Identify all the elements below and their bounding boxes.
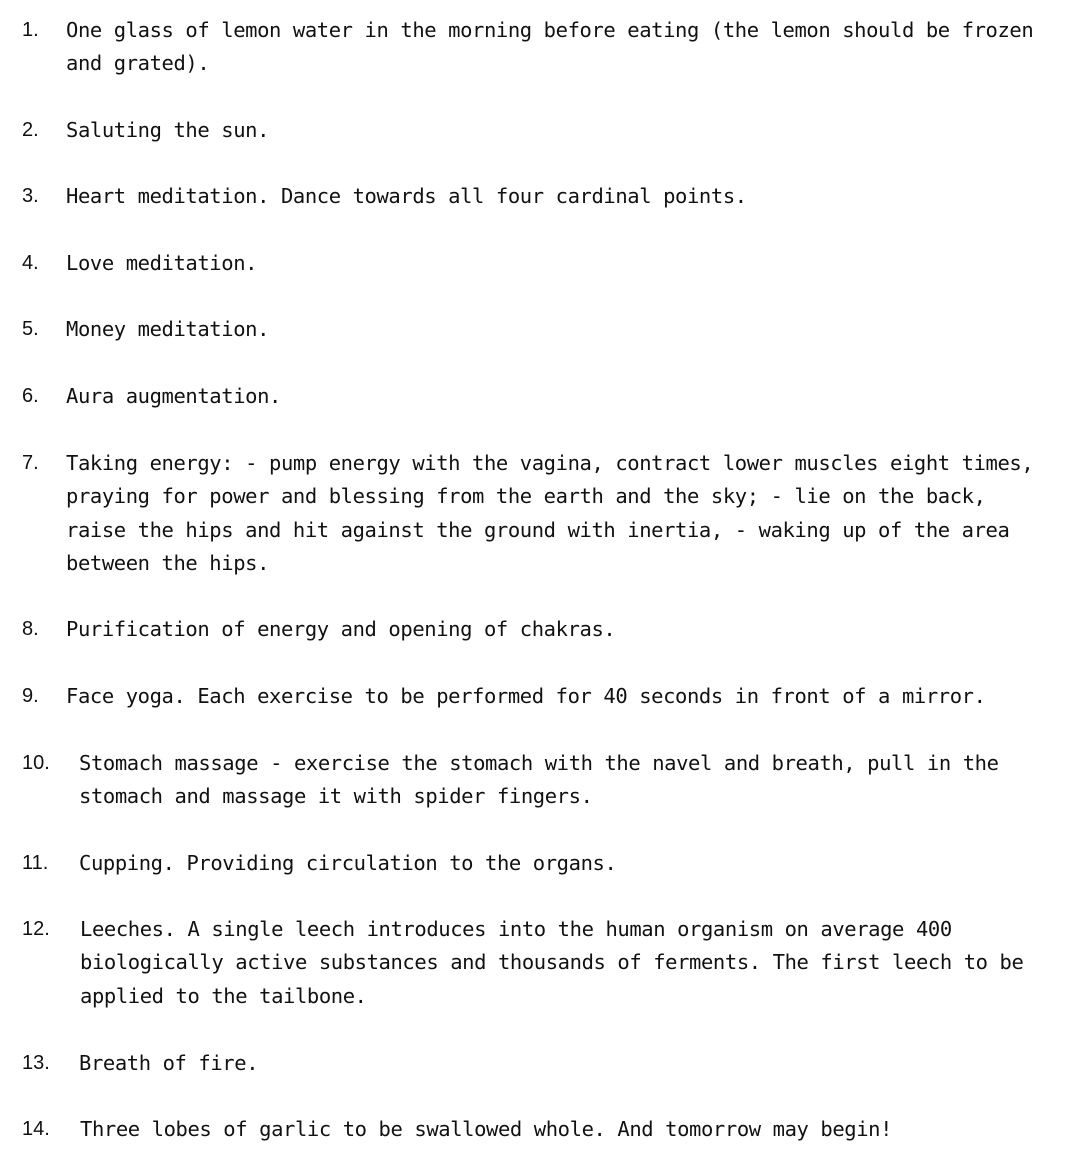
item-text: Purification of energy and opening of chakras.: [66, 617, 616, 641]
item-number: 14.: [22, 1118, 50, 1140]
item-text: Heart meditation. Dance towards all four cardinal points.: [66, 184, 747, 208]
item-number: 8.: [22, 618, 39, 640]
item-number: 10.: [22, 752, 50, 774]
item-text: Face yoga. Each exercise to be performed for 40 seconds in front of a mirror.: [66, 684, 986, 708]
item-number: 1.: [22, 19, 39, 41]
item-number: 9.: [22, 685, 39, 707]
item-text: One glass of lemon water in the morning before eating (the lemon should be frozen and grated).: [66, 18, 1034, 76]
item-text: Breath of fire.: [79, 1051, 259, 1075]
item-number: 2.: [22, 119, 39, 141]
item-text: Cupping. Providing circulation to the organs.: [79, 851, 617, 875]
item-number: 7.: [22, 452, 39, 474]
item-text: Saluting the sun.: [66, 118, 270, 142]
item-text: Leeches. A single leech introduces into the human organism on average 400 biologically active substances and thousands of ferments. The first leech to be applied to the tailbone.: [80, 917, 1024, 1008]
item-number: 4.: [22, 252, 39, 274]
item-number: 13.: [22, 1052, 50, 1074]
item-number: 12.: [22, 918, 50, 940]
item-text: Aura augmentation.: [66, 384, 281, 408]
item-text: Taking energy: - pump energy with the vagina, contract lower muscles eight times, praying for power and blessing from the earth and the sky; - lie on the back, raise the hips and hit against the ground with inertia, - waking up of the area between the hips.: [66, 451, 1034, 575]
item-text: Money meditation.: [66, 317, 270, 341]
item-text: Three lobes of garlic to be swallowed whole. And tomorrow may begin!: [80, 1117, 893, 1141]
item-number: 11.: [22, 852, 49, 874]
item-number: 3.: [22, 185, 39, 207]
item-text: Love meditation.: [66, 251, 258, 275]
item-text: Stomach massage - exercise the stomach with the navel and breath, pull in the stomach and massage it with spider fingers.: [79, 751, 999, 809]
item-number: 6.: [22, 385, 39, 407]
item-number: 5.: [22, 318, 39, 340]
